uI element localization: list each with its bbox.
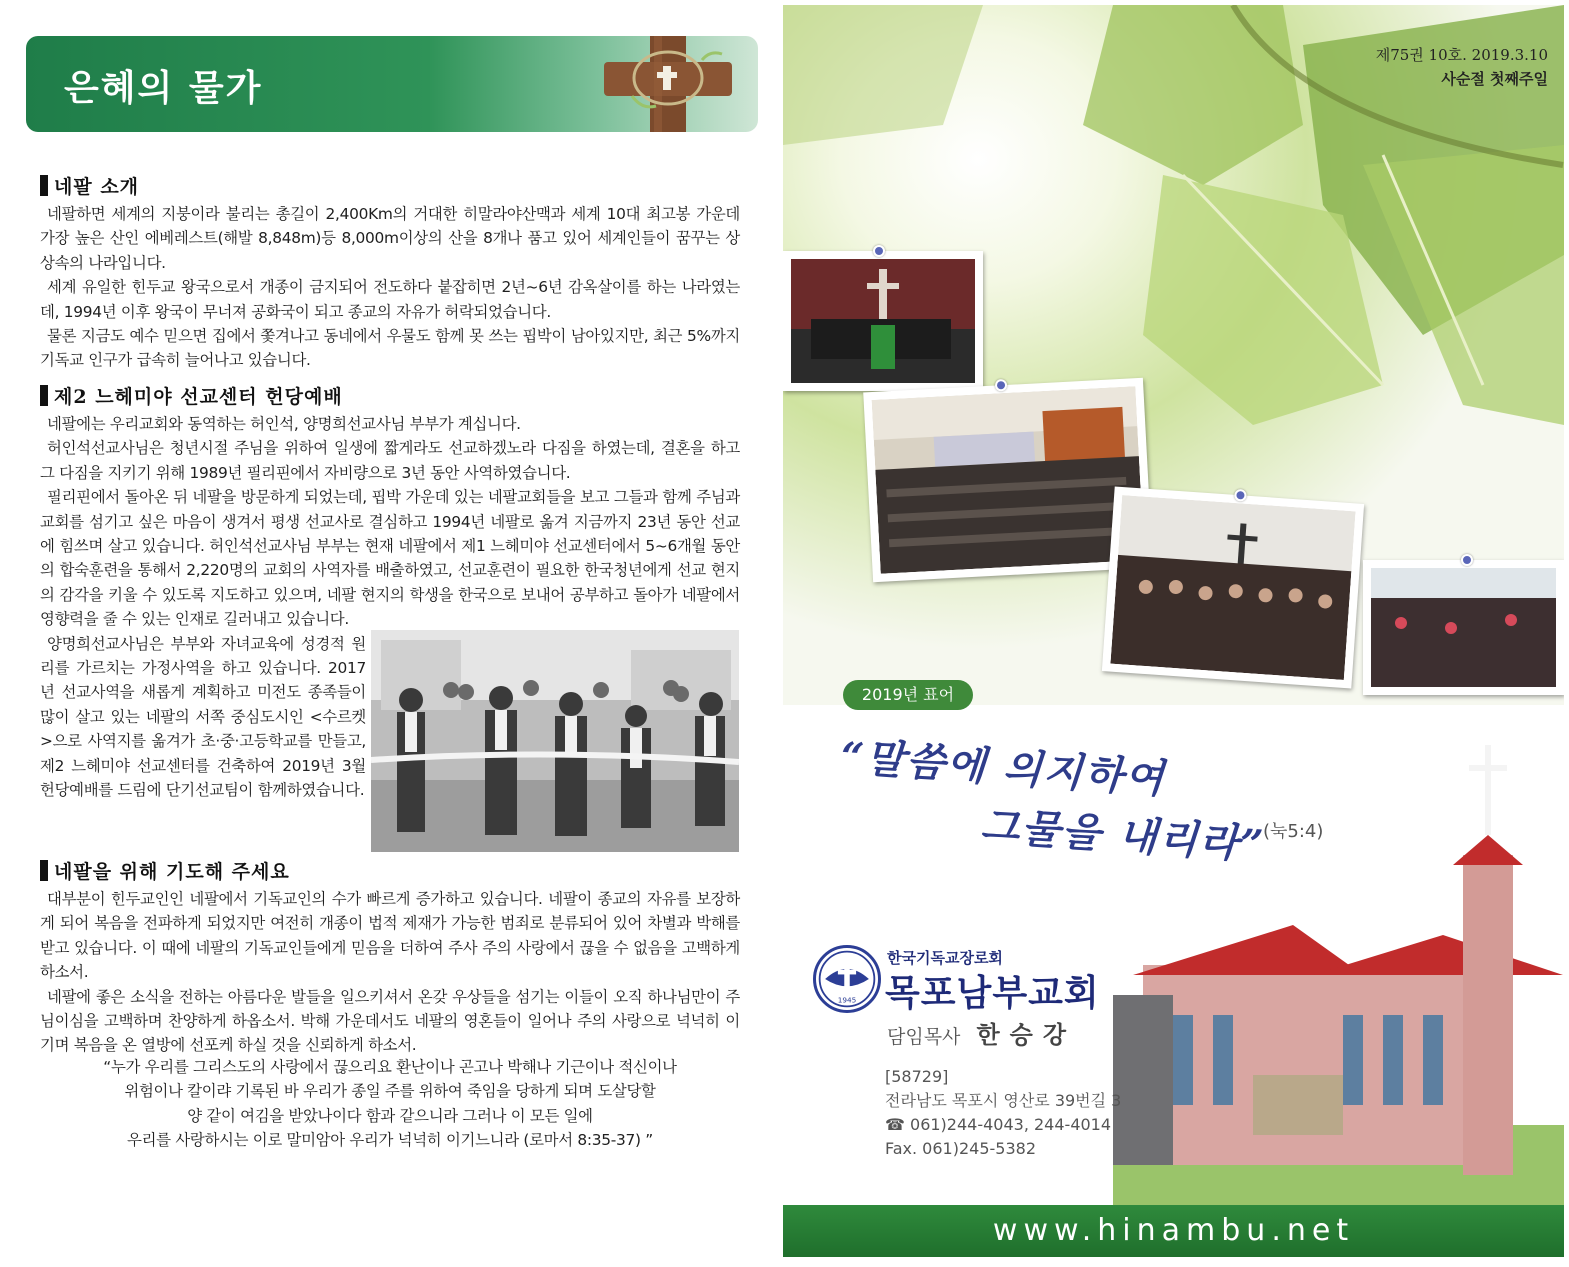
heading-bar-icon — [40, 385, 48, 406]
pastor-name: 한승강 — [976, 1021, 1077, 1049]
right-page — [783, 5, 1564, 1257]
banner-title: 은혜의 물가 — [64, 68, 263, 109]
heart-pin-icon — [1461, 554, 1473, 566]
section-heading: 네팔 소개 — [40, 172, 740, 198]
church-logo-icon — [813, 945, 881, 1013]
paragraph: 양명희선교사님은 부부와 자녀교육에 성경적 원리를 가르치는 가정사역을 하고 있습니다. 2017년 선교사역을 새롭게 계획하고 미전도 종족들이 많이 살고 있는 네팔의 서쪽 중심도시인 <수르켓>으로 사역지를 옮겨가 초·중·고등학교를 만들고, 제2 느헤미야 선교센터를 건축하여 2019년 3월 헌당예배를 드림에 단기선교팀이 함께하였습니다. — [40, 634, 366, 800]
heart-pin-icon — [873, 245, 885, 257]
section-banner — [26, 36, 758, 132]
paragraph: 네팔에 좋은 소식을 전하는 아름다운 발들을 일으키셔서 온갖 우상들을 섬기는 이들이 오직 하나님만이 주님이심을 고백하며 찬양하게 하옵소서. 박해 가운데서도 네팔의 영혼들이 일어나 주의 사랑으로 넉넉히 이기며 복음을 온 열방에 선포케 하실 것을 신뢰하게 하소서. — [40, 987, 740, 1055]
heading-bar-icon — [40, 175, 48, 196]
paragraph: 세계 유일한 힌두교 왕국으로서 개종이 금지되어 전도하다 붙잡히면 2년~6년 감옥살이를 하는 나라였는데, 1994년 이후 왕국이 무너져 공화국이 되고 종교의 자유가 허락되었습니다. — [40, 278, 740, 321]
ribbon-cutting-photo — [371, 630, 739, 852]
section-heading: 네팔을 위해 기도해 주세요 — [40, 857, 740, 883]
paragraph: 네팔하면 세계의 지붕이라 불리는 총길이 2,400Km의 거대한 히말라야산맥과 세계 10대 최고봉 가운데 가장 높은 산인 에베레스트(해발 8,848m)등 8,000m이상의 산을 8개나 품고 있어 세계인들이 꿈꾸는 상상속의 나라입니다. — [40, 205, 740, 272]
denomination: 한국기독교장로회 — [887, 949, 1003, 967]
contact-block — [885, 1065, 1121, 1161]
issue-info — [1376, 43, 1548, 91]
section-prayer — [40, 857, 740, 1058]
heart-pin-icon — [995, 379, 1008, 392]
pastor-line — [887, 1015, 1076, 1050]
fax: Fax. 061)245-5382 — [885, 1139, 1036, 1158]
photo-congregation — [783, 251, 983, 391]
left-page — [0, 0, 775, 1267]
svg-text:1945: 1945 — [837, 995, 857, 1005]
liturgical-week: 사순절 첫째주일 — [1441, 70, 1548, 88]
motto-line-1: “말씀에 의지하여 — [839, 733, 1168, 803]
motto-line-2: 그물을 내리라” — [979, 802, 1267, 869]
motto-badge: 2019년 표어 — [843, 680, 973, 710]
heart-pin-icon — [1234, 489, 1247, 502]
paragraph: 물론 지금도 예수 믿으면 집에서 쫓겨나고 동네에서 우물도 함께 못 쓰는 핍박이 남아있지만, 최근 5%까지 기독교 인구가 급속히 늘어나고 있습니다. — [40, 327, 740, 370]
postal-code: [58729] — [885, 1067, 949, 1086]
address: 전라남도 목포시 영산로 39번길 3 — [885, 1091, 1122, 1110]
scripture-quote: “누가 우리를 그리스도의 사랑에서 끊으리요 환난이나 곤고나 박해나 기근이나 적신이나 위험이나 칼이랴 기록된 바 우리가 종일 주를 위하여 죽임을 당하게 되며 도살당할 양 같이 여김을 받았나이다 함과 같으니라 그러나 이 모든 일에 우리를 사랑하시는 이로 말미암아 우리가 넉넉히 이기느니라 (로마서 8:35-37) ” — [103, 1058, 677, 1150]
church-building-image — [1113, 745, 1564, 1205]
motto-reference: (눅5:4) — [1263, 821, 1324, 842]
photo-choir — [1102, 487, 1364, 689]
section-nepal-intro — [40, 172, 740, 373]
wooden-cross-icon — [592, 36, 742, 132]
website-link[interactable]: www.hinambu.net — [992, 1213, 1355, 1248]
photo-sunday-school — [1363, 560, 1564, 695]
church-name: 목포남부교회 — [885, 973, 1100, 1014]
issue-number: 제75권 10호. 2019.3.10 — [1375, 46, 1548, 64]
pastor-title: 담임목사 — [887, 1026, 961, 1048]
paragraph: 허인석선교사님은 청년시절 주님을 위하여 일생에 짧게라도 선교하겠노라 다짐을 하였는데, 결혼을 하고 그 다짐을 지키기 위해 1989년 필리핀에서 자비량으로 3년 동안 사역하였습니다. — [40, 439, 740, 482]
paragraph: 대부분이 힌두교인인 네팔에서 기독교인의 수가 빠르게 증가하고 있습니다. 네팔이 종교의 자유를 보장하게 되어 복음을 전파하게 되었지만 여전히 개종이 법적 제재가 가능한 범죄로 분류되어 있어 차별과 박해를 받고 있습니다. 이 때에 네팔의 기독교인들에게 믿음을 더하여 주사 주의 사랑에서 끊을 수 없음을 고백하게 하소서. — [40, 890, 740, 982]
heading-bar-icon — [40, 860, 48, 881]
section-heading: 제2 느헤미야 선교센터 헌당예배 — [40, 382, 740, 408]
phone: ☎ 061)244-4043, 244-4014 — [885, 1115, 1112, 1134]
paragraph: 필리핀에서 돌아온 뒤 네팔을 방문하게 되었는데, 핍박 가운데 있는 네팔교회들을 보고 그들과 함께 주님과 교회를 섬기고 싶은 마음이 생겨서 평생 선교사로 결심하고 1994년 네팔로 옮겨 지금까지 23년 동안 선교에 힘쓰며 살고 있습니다. 허인석선교사님 부부는 현재 네팔에서 제1 느헤미야 선교센터에서 5~6개월 동안의 합숙훈련을 통해서 2,220명의 교회의 사역자를 배출하였고, 선교훈련이 필요한 한국청년에게 선교 현지의 감각을 키울 수 있도록 지도하고 있으며, 네팔 현지의 학생을 한국으로 보내어 공부하고 돌아가 네팔에서 영향력을 줄 수 있는 인재로 길러내고 있습니다. — [40, 488, 740, 629]
paragraph: 네팔에는 우리교회와 동역하는 허인석, 양명희선교사님 부부가 계십니다. — [47, 415, 521, 433]
